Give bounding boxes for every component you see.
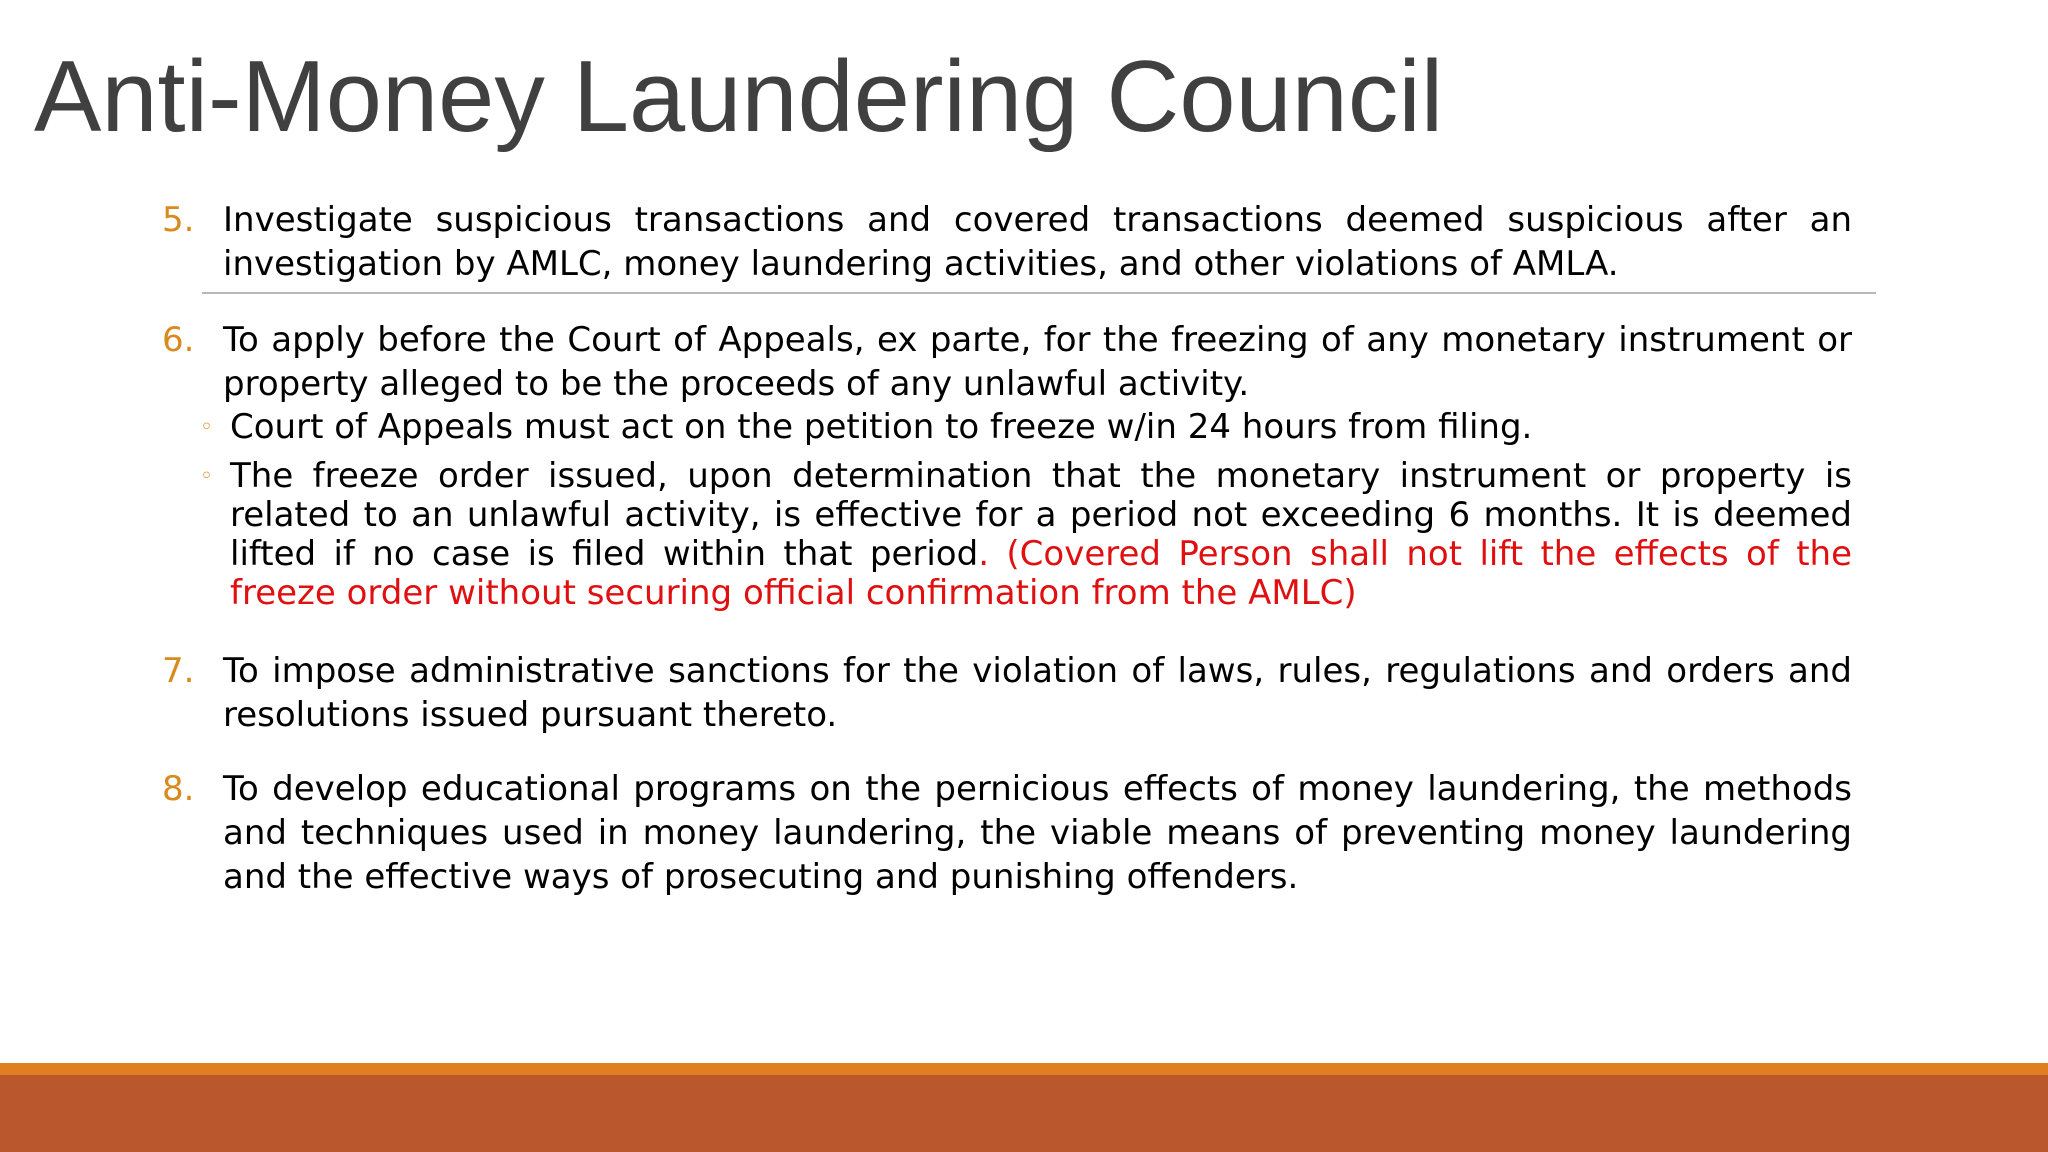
divider-line bbox=[202, 292, 1876, 294]
item-text: To impose administrative sanctions for the violation of laws, rules, regulations and orders and resolutions issued pursuant thereto. bbox=[223, 651, 1852, 735]
item-text: To apply before the Court of Appeals, ex parte, for the freezing of any monetary instrument or property alleged to be the proceeds of any unlawful activity. bbox=[223, 320, 1852, 404]
footer-stripe bbox=[0, 1063, 2048, 1075]
list-item-5 bbox=[160, 198, 1852, 292]
item-number: 8. bbox=[162, 769, 195, 809]
item-text: Investigate suspicious transactions and covered transactions deemed suspicious after an investigation by AMLC, money laundering activities, and other violations of AMLA. bbox=[223, 200, 1852, 284]
list-item-6 bbox=[160, 318, 1852, 406]
circle-bullet-icon: ◦ bbox=[200, 464, 213, 489]
sub-item-highlight: . (Covered Person shall not lift the effects of the freeze order without securing official confirmation from the AMLC) bbox=[230, 534, 1852, 613]
list-item-8 bbox=[160, 767, 1852, 899]
sub-item-text: The freeze order issued, upon determination that the monetary instrument or property is related to an unlawful activity, is effective for a period not exceeding 6 months. It is deemed lifted if no case is filed within that period bbox=[230, 456, 1852, 574]
item-text: To develop educational programs on the pernicious effects of money laundering, the methods and techniques used in money laundering, the viable means of preventing money laundering and the effective ways of prosecuting and punishing offenders. bbox=[223, 769, 1852, 897]
sub-list bbox=[160, 408, 1852, 613]
sub-item-freeze-order bbox=[160, 457, 1852, 613]
slide-content bbox=[160, 198, 1852, 899]
footer-band bbox=[0, 1075, 2048, 1152]
item-number: 6. bbox=[162, 320, 195, 360]
circle-bullet-icon: ◦ bbox=[200, 415, 213, 440]
item-number: 7. bbox=[162, 651, 195, 691]
sub-item-court-of-appeals bbox=[160, 408, 1852, 447]
list-item-7 bbox=[160, 649, 1852, 737]
slide-title: Anti-Money Laundering Council bbox=[34, 41, 1444, 153]
sub-item-text: Court of Appeals must act on the petition to freeze w/in 24 hours from filing. bbox=[230, 407, 1533, 447]
item-number: 5. bbox=[162, 200, 195, 240]
